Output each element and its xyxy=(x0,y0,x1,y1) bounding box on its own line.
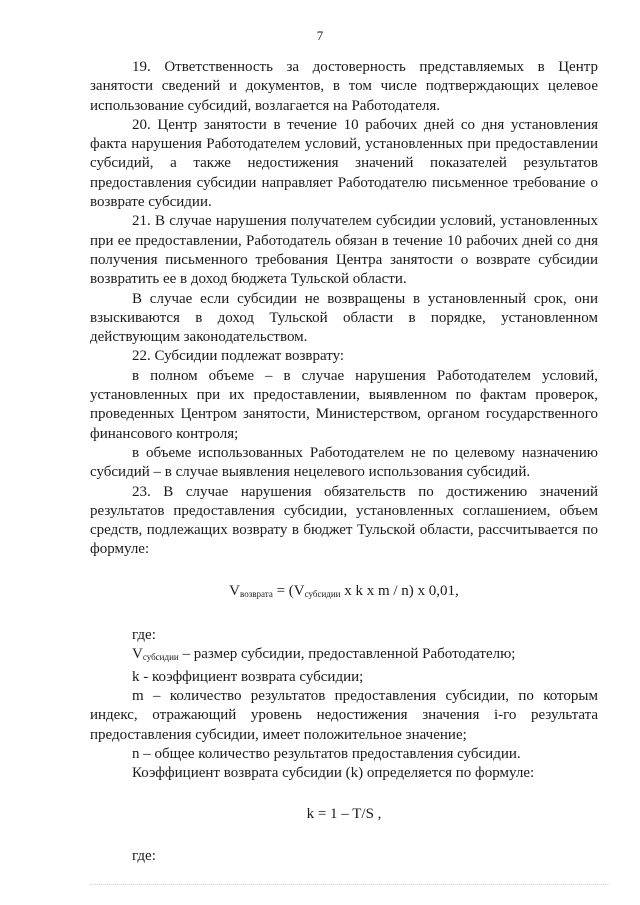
where-label-1: где: xyxy=(132,627,156,644)
scan-artifact-line xyxy=(90,884,610,889)
paragraph-22-full-return: в полном объеме – в случае нарушения Работодателем условий, установленных при их предоставлении, выявленном по фактам проверок, проведенных Центром занятости, Министерством, органом государственного финансового контроля; xyxy=(90,367,598,442)
definition-v-subscript: субсидии xyxy=(142,652,179,663)
return-volume-formula xyxy=(90,582,598,604)
formula-v-symbol: V xyxy=(229,582,241,599)
document-body xyxy=(90,58,598,866)
paragraph-23: 23. В случае нарушения обязательств по достижению значений результатов предоставления субсидии, установленных соглашением, объем средств, подлежащих возврату в бюджет Тульской области, рассчитывается по формуле: xyxy=(90,483,598,558)
paragraph-19: 19. Ответственность за достоверность представляемых в Центр занятости сведений и документов, в том числе подтверждающих целевое использование субсидий, возлагается на Работодателя. xyxy=(90,59,598,114)
paragraph-20: 20. Центр занятости в течение 10 рабочих дней со дня установления факта нарушения Работодателем условий, установленных при предоставлении субсидий, а также недостижения значений показателей результатов предоставления субсидии направляет Работодателю письменное требование о возврате субсидии. xyxy=(90,116,598,211)
paragraph-22: 22. Субсидии подлежат возврату: xyxy=(132,348,345,365)
coefficient-formula: k = 1 – T/S , xyxy=(306,806,382,823)
paragraph-22-partial-return: в объеме использованных Работодателем не по целевому назначению субсидий – в случае выявления нецелевого использования субсидий. xyxy=(90,444,598,481)
formula-v-subscript: возврата xyxy=(240,588,273,599)
definition-n: n – общее количество результатов предоставления субсидии. xyxy=(132,745,521,762)
paragraph-21-continued: В случае если субсидии не возвращены в установленный срок, они взыскиваются в доход Тульской области в порядке, установленном действующим законодательством. xyxy=(90,290,598,346)
coefficient-intro: Коэффициент возврата субсидии (k) определяется по формуле: xyxy=(132,765,535,782)
definition-v-subsidy xyxy=(90,645,598,667)
formula-eq-open: = (V xyxy=(272,582,305,599)
where-label-2: где: xyxy=(132,847,156,864)
formula-subsidy-subscript: субсидии xyxy=(304,588,341,599)
paragraph-21: 21. В случае нарушения получателем субсидии условий, установленных при ее предоставлении, Работодатель обязан в течение 10 рабочих дней со дня получения письменного требования Центра занятости о возврате субсидии возвратить ее в доход бюджета Тульской области. xyxy=(90,213,598,288)
formula-rest: x k x m / n) x 0,01, xyxy=(340,582,459,599)
page-number: 7 xyxy=(316,28,324,43)
definition-k: k - коэффициент возврата субсидии; xyxy=(132,668,364,685)
definition-v-symbol: V xyxy=(132,646,143,663)
definition-m: m – количество результатов предоставления субсидии, по которым индекс, отражающий уровень недостижения значения i-го результата предоставления субсидии, имеет положительное значение; xyxy=(90,687,598,743)
definition-v-text: – размер субсидии, предоставленной Работодателю; xyxy=(178,646,516,663)
